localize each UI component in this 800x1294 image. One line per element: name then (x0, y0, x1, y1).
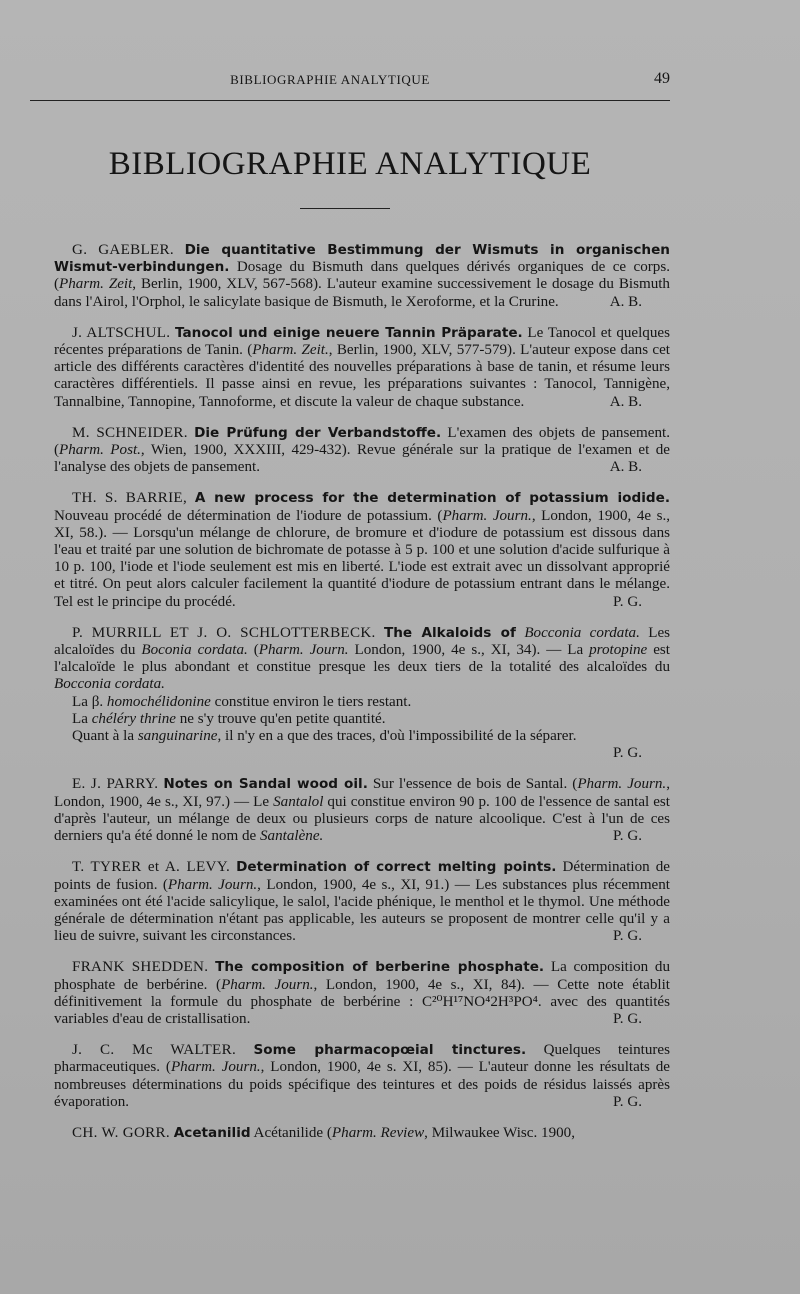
entry-author: T. TYRER et A. LEVY. (72, 859, 231, 876)
main-title: BIBLIOGRAPHIE ANALYTIQUE (108, 146, 592, 182)
entry-italic: Santalol (273, 793, 324, 810)
entry-reference: Pharm. Zeit. (252, 342, 329, 359)
entry-text: qui constitue environ 90 p. 100 de l'essence de santal est d'après l'auteur, un mélange de deux ou plusieurs corps de nature alcoolique. C'est à l'un de ces derniers qu'a été donné le nom de (54, 793, 671, 845)
entry-initials: A. B. (609, 393, 642, 410)
entry-text: Nouveau procédé de détermination de l'iodure de potassium. ( (54, 507, 443, 524)
entry-reference: Pharm. Post. (59, 442, 141, 459)
entry-initials: A. B. (609, 293, 642, 310)
entry-text: , London, 1900, 4e s., XI, 58.). — Lorsqu'un mélange de chlorure, de bromure et d'iodure de potassium est dissous dans l'eau et traité par une solution de bichromate de potasse à 5 p. 100 et une solution d'acide sulfurique à 10 p. 100, l'iode et l'iode seulement est mis en liberté. L'iode est extrait avec un dissolvant approprié et titré. On peut alors calculer facilement la quantité d'iodure de potassium entrant dans le mélange. Tel est le principe du procédé. (54, 507, 671, 610)
entry-text: Le Tanocol et quelques récentes préparations de Tanin. ( (54, 324, 670, 359)
entry-author: FRANK SHEDDEN. (72, 959, 209, 976)
bibliography-entry (54, 1125, 670, 1142)
running-head (50, 72, 670, 92)
entry-text: , London, 1900, 4e s. XI, 85). — L'auteur donne les résultats de nombreuses déterminations du poids spécifique des teintures et des poids de résidus laissés après évaporation. (54, 1059, 670, 1110)
entry-reference: Pharm. Journ. (170, 1059, 261, 1076)
entry-text: London, 1900, 4e s., XI, 34). — La (348, 642, 590, 659)
entry-line: Quant à la sanguinarine, il n'y en a que des traces, d'où l'impossibilité de la séparer. (72, 728, 577, 745)
entry-text: Détermination de points de fusion. ( (54, 859, 670, 893)
entry-text: Dosage du Bismuth dans quelques dérivés organiques de ce corps. ( (54, 259, 670, 293)
entry-title-italic: Bocconia cordata. (524, 624, 640, 641)
bibliography-list (54, 242, 670, 1156)
entry-initials: P. G. (613, 928, 642, 945)
bibliography-entry (54, 625, 670, 763)
entry-initials: P. G. (613, 1010, 642, 1027)
entry-title: Determination of correct melting points. (236, 859, 557, 876)
entry-author: TH. S. BARRIE, (72, 490, 188, 507)
entry-text: , London, 1900, 4e s., XI, 97.) — Le (54, 776, 670, 810)
entry-reference: Pharm. Journ. (221, 976, 314, 993)
running-head-title: BIBLIOGRAPHIE ANALYTIQUE (230, 72, 430, 87)
entry-text: ( (247, 642, 259, 659)
entry-title: Some pharmacopœial tinctures. (253, 1042, 527, 1059)
entry-title: The composition of berberine phosphate. (215, 959, 545, 976)
bibliography-entry (54, 859, 670, 945)
entry-initials: P. G. (613, 593, 642, 610)
entry-author: M. SCHNEIDER. (72, 424, 188, 441)
entry-reference: Pharm. Journ. (167, 876, 258, 893)
entry-initials: A. B. (609, 459, 642, 476)
page-number: 49 (654, 70, 670, 87)
bibliography-entry (54, 325, 670, 411)
entry-reference: Pharm. Review (331, 1124, 425, 1141)
entry-text: , Berlin, 1900, XLV, 567-568). L'auteur examine successivement le dosage du Bismuth dans l'Airol, l'Orphol, le salicylate basique de Bismuth, le Xeroforme, et la Crurine. (54, 276, 670, 310)
entry-title: A new process for the determination of potassium iodide. (194, 490, 670, 507)
entry-reference: Pharm. Journ. (442, 507, 532, 524)
entry-text: L'examen des objets de pansement. ( (54, 424, 670, 459)
entry-text: , Berlin, 1900, XLV, 577-579). L'auteur expose dans cet article des différents caractères d'identité des nouvelles préparations à base de tanin, et résume leurs caractères différentiels. Il passe ainsi en revue, les préparations suivantes : Tanocol, Tannigène, Tannalbine, Tannopine, Tannoforme, et discute la valeur de chaque substance. (54, 342, 670, 410)
entry-text: Les alcaloïdes du (54, 624, 671, 659)
entry-line: La chéléry thrine ne s'y trouve qu'en petite quantité. (72, 710, 386, 727)
entry-italic: Santalène. (260, 828, 324, 845)
entry-initials: P. G. (613, 745, 642, 762)
entry-title: Die Prüfung der Verbandstoffe. (194, 424, 442, 441)
entry-title: Die quantitative Bestimmung der Wismuts in organischen Wismut-verbindungen. (54, 242, 670, 276)
entry-title: Notes on Sandal wood oil. (163, 776, 368, 793)
entry-italic: protopine (589, 642, 648, 659)
bibliography-entry (54, 490, 670, 610)
entry-line: La β. homochélidonine constitue environ le tiers restant. (72, 693, 412, 710)
entry-author: G. GAEBLER. (72, 242, 174, 258)
bibliography-entry (54, 776, 670, 845)
bibliography-entry (54, 425, 670, 477)
entry-initials: P. G. (613, 828, 642, 845)
title-rule (300, 208, 390, 209)
entry-author: E. J. PARRY. (72, 776, 159, 793)
entry-italic: Bocconia cordata. (54, 676, 165, 693)
entry-author: CH. W. GORR. (72, 1124, 170, 1141)
entry-text: est l'alcaloïde le plus abondant et constitue presque les deux tiers de la totalité des alcaloïdes du (54, 642, 670, 676)
bibliography-entry (54, 1042, 670, 1111)
entry-initials: P. G. (613, 1093, 642, 1110)
entry-author: J. C. Mc WALTER. (72, 1042, 237, 1059)
bibliography-entry (54, 959, 670, 1028)
entry-author: J. ALTSCHUL. (72, 324, 171, 341)
entry-reference: Pharm. Zeit (59, 276, 133, 293)
bibliography-entry (54, 242, 670, 311)
entry-text: Sur l'essence de bois de Santal. ( (372, 776, 578, 793)
entry-title: The Alkaloids of (383, 624, 516, 641)
entry-text: Quelques teintures pharmaceutiques. ( (54, 1042, 670, 1076)
entry-text: , London, 1900, 4e s., XI, 91.) — Les substances plus récemment examinées ont été l'acide salicylique, le salol, l'acide phénique, le menthol et le thymol. Une méthode générale de détermination n'étant pas applicable, les auteurs se proposent de montrer celle qu'il y a lieu de suivre, suivant les circonstances. (54, 876, 670, 945)
entry-text: Acétanilide ( (250, 1124, 332, 1141)
entry-text: , Milwaukee Wisc. 1900, (424, 1124, 576, 1141)
entry-text: La composition du phosphate de berbérine. ( (54, 959, 671, 993)
entry-italic: Boconia cordata. (141, 642, 248, 659)
entry-author: P. MURRILL ET J. O. SCHLOTTERBECK. (72, 624, 376, 641)
entry-text: , Wien, 1900, XXXIII, 429-432). Revue générale sur la pratique de l'examen et de l'analyse des objets de pansement. (54, 442, 670, 476)
entry-title: Tanocol und einige neuere Tannin Präparate. (174, 324, 523, 341)
entry-text: , London, 1900, 4e s., XI, 84). — Cette note établit définitivement la formule du phosphate de berbérine : C²⁰H¹⁷NO⁴2H³PO⁴. avec des quantités variables d'eau de cristallisation. (54, 976, 670, 1027)
entry-title: Acetanilid (173, 1124, 251, 1141)
entry-reference: Pharm. Journ. (577, 776, 667, 793)
header-rule (30, 100, 670, 101)
entry-reference: Pharm. Journ. (258, 642, 349, 659)
